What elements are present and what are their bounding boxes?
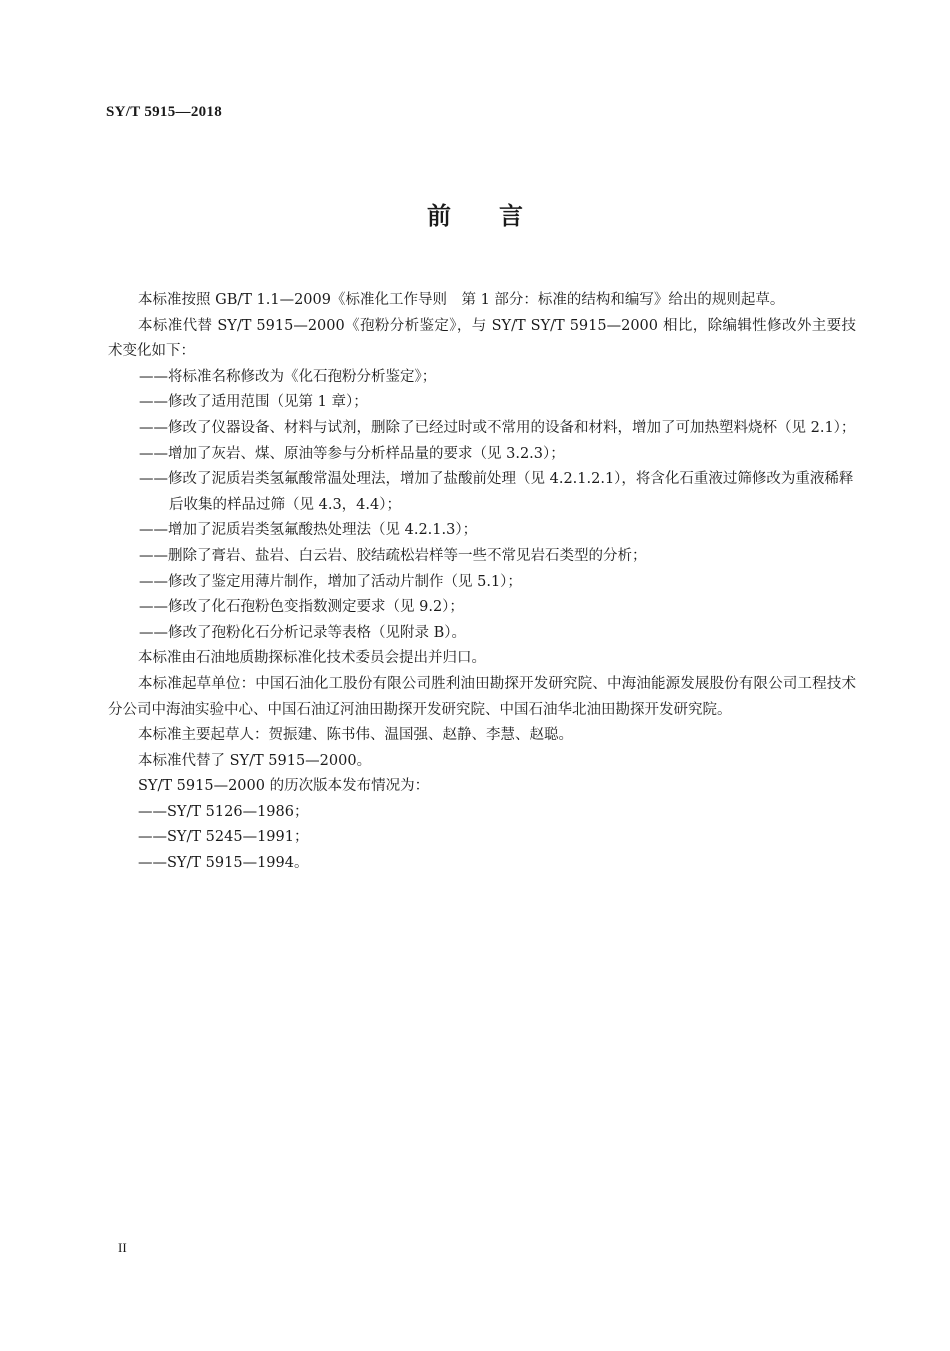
change-item: ——修改了鉴定用薄片制作，增加了活动片制作（见 5.1）； bbox=[139, 573, 522, 590]
paragraph-drafting-rules: 本标准按照 GB/T 1.1—2009《标准化工作导则 第 1 部分：标准的结构和编写》给出的规则起草。 bbox=[138, 292, 785, 308]
page-title bbox=[0, 196, 950, 231]
change-item: ——增加了灰岩、煤、原油等参与分析样品量的要求（见 3.2.3）； bbox=[139, 445, 565, 462]
paragraph-replaced-standard: 本标准代替了 SY/T 5915—2000。 bbox=[138, 752, 372, 769]
paragraph-proposed-by: 本标准由石油地质勘探标准化技术委员会提出并归口。 bbox=[138, 650, 486, 667]
history-item: ——SY/T 5915—1994。 bbox=[138, 855, 309, 872]
change-item: ——修改了适用范围（见第 1 章）； bbox=[139, 394, 368, 411]
paragraph-drafters: 本标准主要起草人：贺振建、陈书伟、温国强、赵静、李慧、赵聪。 bbox=[138, 727, 573, 744]
change-item: ——将标准名称修改为《化石孢粉分析鉴定》； bbox=[139, 368, 437, 385]
paragraph-history-intro: SY/T 5915—2000 的历次版本发布情况为： bbox=[138, 778, 430, 795]
history-item: ——SY/T 5245—1991； bbox=[138, 829, 309, 846]
change-item: ——修改了孢粉化石分析记录等表格（见附录 B）。 bbox=[139, 624, 467, 641]
history-item: ——SY/T 5126—1986； bbox=[138, 803, 309, 820]
change-item: ——修改了化石孢粉色变指数测定要求（见 9.2）； bbox=[139, 599, 464, 616]
change-item: ——修改了泥质岩类氢氟酸常温处理法，增加了盐酸前处理（见 4.2.1.2.1），将含化石重液过筛修改为重液稀释后收集的样品过筛（见 4.3，4.4）； bbox=[139, 471, 854, 513]
page-title-text: 前言 bbox=[427, 202, 571, 230]
change-item: ——删除了膏岩、盐岩、白云岩、胶结疏松岩样等一些不常见岩石类型的分析； bbox=[139, 547, 647, 564]
standard-code: SY/T 5915—2018 bbox=[106, 104, 223, 120]
change-item: ——修改了仪器设备、材料与试剂，删除了已经过时或不常用的设备和材料，增加了可加热塑料烧杯（见 2.1）； bbox=[139, 419, 856, 436]
change-item: ——增加了泥质岩类氢氟酸热处理法（见 4.2.1.3）； bbox=[139, 522, 478, 539]
paragraph-replaces: 本标准代替 SY/T 5915—2000《孢粉分析鉴定》，与 SY/T SY/T 5915—2000 相比，除编辑性修改外主要技术变化如下： bbox=[108, 317, 856, 360]
preface-body bbox=[108, 288, 856, 877]
page-number: II bbox=[118, 1240, 127, 1255]
paragraph-drafting-units: 本标准起草单位：中国石油化工股份有限公司胜利油田勘探开发研究院、中海油能源发展股份有限公司工程技术分公司中海油实验中心、中国石油辽河油田勘探开发研究院、中国石油华北油田勘探开发研究院。 bbox=[108, 675, 856, 718]
